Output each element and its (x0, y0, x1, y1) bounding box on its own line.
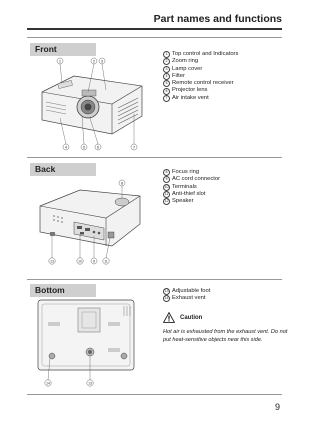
section-header-front: Front (30, 43, 96, 56)
front-callout-5: 5 (82, 144, 86, 150)
list-item (163, 66, 291, 73)
front-projector-illustration (30, 52, 158, 152)
front-callout-4: 4 (64, 144, 68, 150)
list-item (163, 87, 291, 94)
list-item (163, 184, 291, 191)
page-number: 9 (274, 402, 280, 412)
back-callout-11: 11 (104, 259, 108, 264)
warning-icon (163, 312, 175, 323)
caution-heading (163, 312, 291, 323)
bottom-callout-13: 13 (88, 381, 92, 386)
list-item (163, 58, 291, 65)
section-divider-bottom (27, 279, 282, 280)
front-callout-2: 2 (92, 58, 96, 64)
list-item (163, 95, 291, 102)
list-item (163, 191, 291, 198)
section-header-bottom: Bottom (30, 284, 96, 297)
item-number: 13 (164, 289, 169, 294)
back-projector-illustration (30, 176, 158, 268)
item-number: 6 (163, 88, 170, 95)
section-divider-back (27, 157, 282, 158)
list-item (163, 288, 291, 295)
item-number: 7 (163, 95, 170, 102)
item-label: Projector lens (172, 87, 208, 94)
item-label: Speaker (172, 198, 194, 205)
item-label: Terminals (172, 183, 197, 190)
front-callout-7: 7 (132, 144, 136, 150)
item-label: Top control and Indicators (172, 51, 239, 57)
back-callout-9: 9 (92, 258, 96, 264)
item-label: Lamp cover (172, 65, 203, 72)
front-callout-3: 3 (100, 58, 104, 64)
title-rule (27, 28, 282, 30)
list-item (163, 51, 291, 58)
list-item (163, 295, 291, 302)
back-item-list (163, 169, 291, 205)
bottom-callout-14: 14 (46, 381, 50, 386)
bottom-item-list (163, 288, 291, 303)
item-label: Zoom ring (172, 58, 199, 65)
item-number: 9 (163, 176, 170, 183)
footer-rule (27, 394, 282, 395)
item-label: Exhaust vent (172, 295, 206, 302)
caution-text: Hot air is exhausted from the exhaust vent. Do not put heat-sensitive objects near this side. (163, 329, 288, 343)
back-callout-8: 8 (120, 180, 124, 186)
front-callout-6: 6 (96, 144, 100, 150)
section-header-back: Back (30, 163, 96, 176)
page-title: Part names and functions (153, 13, 282, 25)
list-item (163, 198, 291, 205)
item-number: 14 (164, 296, 169, 301)
item-label: Remote control receiver (172, 80, 234, 87)
list-item (163, 176, 291, 183)
item-number: 4 (163, 73, 170, 80)
front-item-list (163, 51, 291, 102)
front-callout-1: 1 (58, 58, 62, 64)
list-item (163, 80, 291, 87)
list-item (163, 73, 291, 80)
item-label: Adjustable foot (172, 288, 211, 294)
item-number: 1 (163, 51, 170, 58)
item-label: Air intake vent (172, 94, 209, 101)
back-callout-13: 13 (50, 259, 54, 264)
section-divider-front (27, 37, 282, 38)
list-item (163, 169, 291, 176)
caution-note (163, 312, 291, 344)
back-callout-10: 10 (78, 259, 82, 264)
item-label: AC cord connector (172, 176, 221, 183)
item-number: 5 (163, 80, 170, 87)
item-label: Focus ring (172, 169, 200, 175)
item-number: 12 (164, 199, 169, 204)
item-number: 8 (163, 169, 170, 176)
caution-title: Caution (180, 314, 203, 321)
bottom-projector-illustration (30, 298, 158, 390)
item-number: 3 (163, 66, 170, 73)
item-number: 10 (164, 184, 169, 189)
item-number: 11 (164, 192, 169, 197)
item-label: Filter (172, 72, 185, 79)
item-number: 2 (163, 58, 170, 65)
item-label: Anti-thief slot (172, 190, 206, 197)
